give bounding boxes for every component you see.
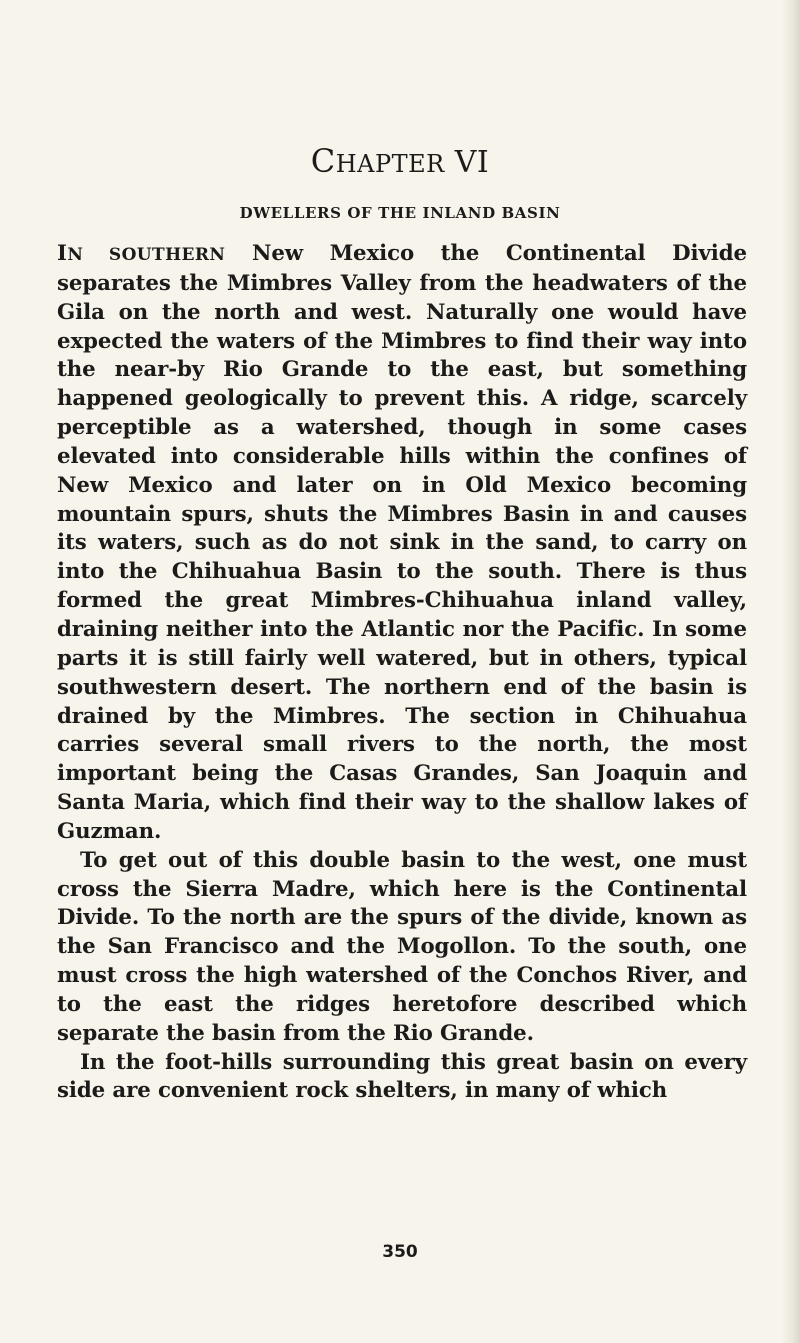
page-edge-shadow	[782, 0, 800, 1343]
paragraph-1-lead: IN SOUTHERN	[57, 241, 226, 266]
chapter-label-initial: C	[310, 142, 336, 180]
chapter-title	[0, 144, 800, 181]
body-text	[57, 240, 747, 1106]
chapter-number: VI	[454, 145, 490, 180]
section-heading: DWELLERS OF THE INLAND BASIN	[239, 204, 561, 222]
page-number: 350	[382, 1242, 418, 1262]
paragraph-1-text: New Mexico the Continental Divide separates the Mimbres Valley from the headwaters of the Gila on the north and west. Naturally one would have expected the waters of the Mimbres to find their way into the near-by Rio Grande to the east, but something happened geologically to prevent this. A ridge, scarcely perceptible as a watershed, though in some cases elevated into considerable hills within the confines of New Mexico and later on in Old Mexico becoming mountain spurs, shuts the Mimbres Basin in and causes its waters, such as do not sink in the sand, to carry on into the Chihuahua Basin to the south. There is thus formed the great Mimbres-Chihuahua inland valley, draining neither into the Atlantic nor the Pacific. In some parts it is still fairly well watered, but in others, typical southwestern desert. The northern end of the basin is drained by the Mimbres. The section in Chihuahua carries several small rivers to the north, the most important being the Casas Grandes, San Joaquin and Santa Maria, which find their way to the shallow lakes of Guzman.	[57, 241, 747, 844]
paragraph-3: In the foot-hills surrounding this great basin on every side are convenient rock shelters, in many of which	[57, 1049, 747, 1104]
paragraph-1	[57, 240, 747, 847]
paragraph-2: To get out of this double basin to the west, one must cross the Sierra Madre, which here is the Continental Divide. To the north are the spurs of the divide, known as the San Francisco and the Mogollon. To the south, one must cross the high watershed of the Conchos River, and to the east the ridges heretofore described which separate the basin from the Rio Grande.	[57, 847, 747, 1046]
chapter-label-rest: HAPTER	[335, 150, 445, 178]
